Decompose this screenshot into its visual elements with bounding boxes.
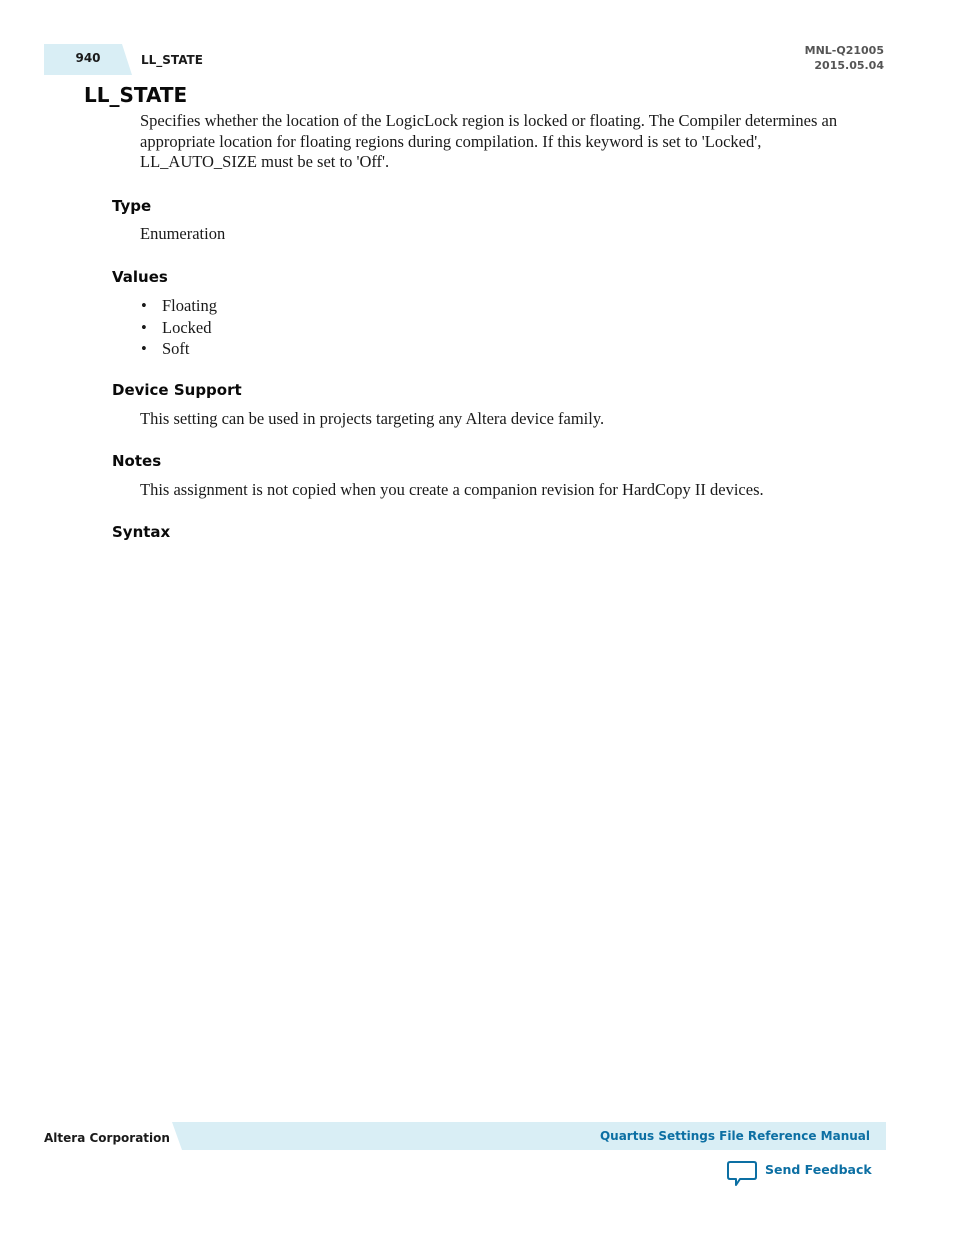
syntax-heading: Syntax [112, 523, 171, 541]
list-item [140, 295, 217, 317]
running-header-section: LL_STATE [141, 53, 203, 67]
device-support-heading: Device Support [112, 381, 242, 399]
values-list [140, 295, 217, 360]
footer-company: Altera Corporation [44, 1131, 170, 1145]
device-support-text: This setting can be used in projects targeting any Altera device family. [140, 409, 605, 428]
description-paragraph: Specifies whether the location of the LogicLock region is locked or floating. The Compiler determines an appropriate location for floating regions during compilation. If this keyword is set to 'Locked', LL_AUTO_SIZE must be set to 'Off'. [140, 111, 838, 171]
send-feedback-link[interactable]: Send Feedback [765, 1162, 872, 1177]
value-locked: Locked [162, 317, 212, 337]
footer-manual-link[interactable]: Quartus Settings File Reference Manual [599, 1129, 870, 1143]
page-title: LL_STATE [84, 83, 188, 107]
speech-bubble-icon[interactable] [727, 1159, 757, 1187]
page-number: 940 [75, 51, 101, 65]
list-item [140, 338, 217, 360]
type-value: Enumeration [140, 224, 226, 243]
bullet-icon: • [141, 296, 147, 315]
document-id: MNL-Q21005 [804, 44, 884, 57]
value-floating: Floating [162, 296, 218, 315]
values-heading: Values [112, 268, 168, 286]
notes-heading: Notes [112, 452, 162, 470]
document-info [805, 43, 884, 73]
value-soft: Soft [162, 339, 190, 358]
type-heading: Type [112, 197, 152, 215]
notes-text: This assignment is not copied when you create a companion revision for HardCopy II devices. [140, 480, 764, 499]
bullet-icon: • [141, 317, 147, 337]
bullet-icon: • [141, 339, 147, 358]
list-item [140, 317, 217, 339]
document-date: 2015.05.04 [814, 59, 884, 72]
